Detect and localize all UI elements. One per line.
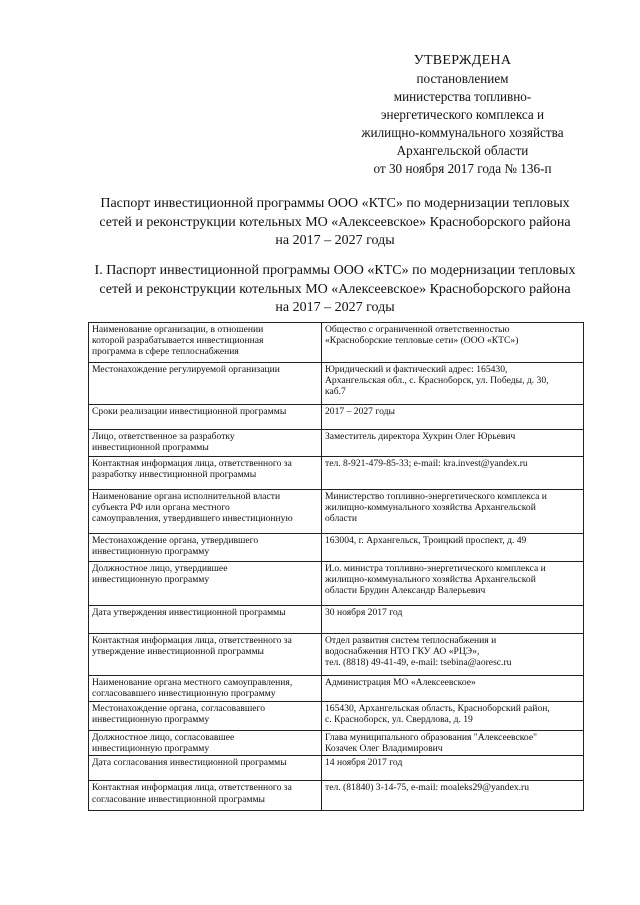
row-label: Лицо, ответственное за разработку инвестиционной программы [89, 430, 322, 457]
table-row [89, 731, 584, 756]
row-value: 165430, Архангельская область, Красноборский район, с. Красноборск, ул. Свердлова, д. 19 [322, 702, 584, 731]
table-row [89, 606, 584, 634]
row-value: 30 ноября 2017 год [322, 606, 584, 634]
section-title: I. Паспорт инвестиционной программы ООО «КТС» по модернизации тепловых сетей и реконструкции котельных МО «Алексеевское» Красноборского района на 2017 – 2027 годы [94, 263, 576, 315]
row-value: Отдел развития систем теплоснабжения и водоснабжения НТО ГКУ АО «РЦЭ», тел. (8818) 49-41-49, e-mail: tsebina@aoresc.ru [322, 634, 584, 676]
row-value: 2017 – 2027 годы [322, 405, 584, 430]
table-row [89, 702, 584, 731]
row-value: тел. (81840) 3-14-75, e-mail: moaleks29@yandex.ru [322, 781, 584, 811]
row-label: Должностное лицо, утвердившее инвестиционную программу [89, 562, 322, 606]
table-row [89, 634, 584, 676]
row-label: Контактная информация лица, ответственного за согласование инвестиционной программы [89, 781, 322, 811]
table-row [89, 457, 584, 490]
row-value: Администрация МО «Алексеевское» [322, 676, 584, 702]
row-label: Контактная информация лица, ответственного за разработку инвестиционной программы [89, 457, 322, 490]
row-label: Наименование организации, в отношении которой разрабатывается инвестиционная программа в сфере теплоснабжения [89, 323, 322, 363]
row-label: Местонахождение органа, согласовавшего инвестиционную программу [89, 702, 322, 731]
row-label: Контактная информация лица, ответственного за утверждение инвестиционной программы [89, 634, 322, 676]
row-label: Местонахождение регулируемой организации [89, 363, 322, 405]
row-label: Наименование органа местного самоуправления, согласовавшего инвестиционную программу [89, 676, 322, 702]
table-row [89, 430, 584, 457]
approval-line: постановлением [416, 71, 509, 86]
row-label: Сроки реализации инвестиционной программы [89, 405, 322, 430]
approval-block [330, 52, 595, 178]
row-value: тел. 8-921-479-85-33; e-mail: kra.invest@yandex.ru [322, 457, 584, 490]
row-label: Дата согласования инвестиционной программы [89, 756, 322, 781]
table-row [89, 323, 584, 363]
row-value: И.о. министра топливно-энергетического комплекса и жилищно-коммунального хозяйства Архангельской области Брудин Александр Валерьевич [322, 562, 584, 606]
row-value: Общество с ограниченной ответственностью «Красноборские тепловые сети» (ООО «КТС») [322, 323, 584, 363]
table-row [89, 562, 584, 606]
table-row [89, 534, 584, 562]
table-row [89, 405, 584, 430]
row-value: Юридический и фактический адрес: 165430, Архангельская обл., с. Красноборск, ул. Победы, д. 30, каб.7 [322, 363, 584, 405]
row-value: 163004, г. Архангельск, Троицкий проспект, д. 49 [322, 534, 584, 562]
table-row [89, 781, 584, 811]
approval-line: министерства топливно- [393, 89, 532, 104]
document-title: Паспорт инвестиционной программы ООО «КТС» по модернизации тепловых сетей и реконструкции котельных МО «Алексеевское» Красноборского района на 2017 – 2027 годы [99, 196, 571, 248]
table-row [89, 363, 584, 405]
row-label: Наименование органа исполнительной власти субъекта РФ или органа местного самоуправления, утвердившего инвестиционную [89, 490, 322, 534]
row-value: Глава муниципального образования "Алексеевское" Козачек Олег Владимирович [322, 731, 584, 756]
approval-title: УТВЕРЖДЕНА [413, 53, 512, 68]
table-row [89, 490, 584, 534]
row-label: Должностное лицо, согласовавшее инвестиционную программу [89, 731, 322, 756]
row-value: Заместитель директора Хухрин Олег Юрьевич [322, 430, 584, 457]
approval-line: Архангельской области [396, 143, 529, 158]
table-row [89, 756, 584, 781]
approval-line: жилищно-коммунального хозяйства [361, 125, 564, 140]
table-row [89, 676, 584, 702]
approval-line: от 30 ноября 2017 года № 136-п [373, 161, 552, 176]
row-value: Министерство топливно-энергетического комплекса и жилищно-коммунального хозяйства Архангельской области [322, 490, 584, 534]
approval-line: энергетического комплекса и [380, 107, 545, 122]
row-label: Местонахождение органа, утвердившего инвестиционную программу [89, 534, 322, 562]
row-value: 14 ноября 2017 год [322, 756, 584, 781]
row-label: Дата утверждения инвестиционной программы [89, 606, 322, 634]
passport-table [88, 322, 584, 811]
